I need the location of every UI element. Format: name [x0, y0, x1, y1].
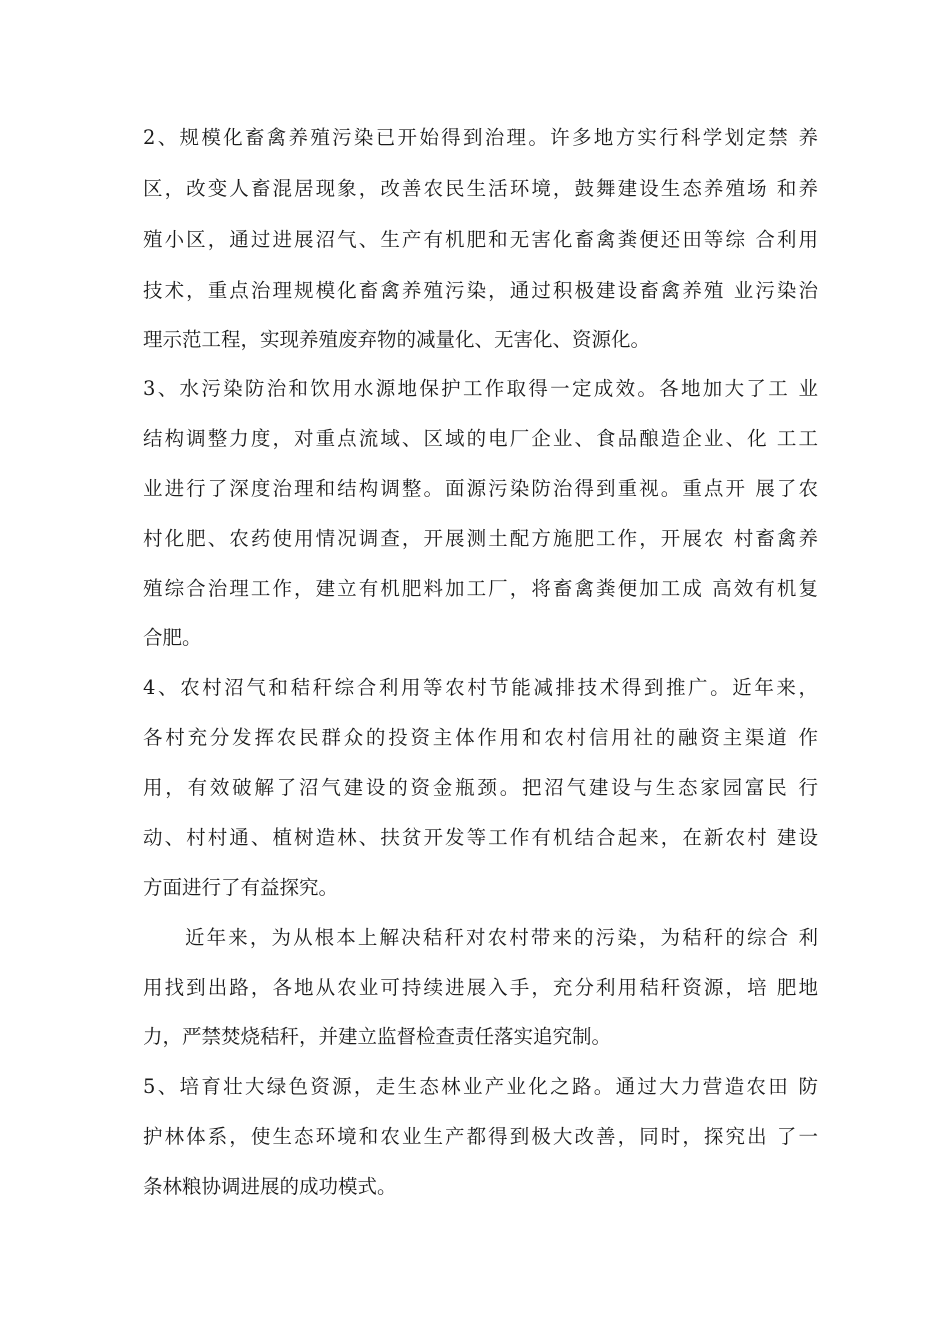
paragraph-4-line-3: 力，严禁焚烧秸秆，并建立监督检查责任落实追究制。 [143, 1025, 612, 1048]
paragraph-4-line-2: 用找到出路，各地从农业可持续进展入手，充分利用秸秆资源，培 肥地 [143, 976, 818, 999]
paragraph-5-line-1: 5、培育壮大绿色资源，走生态林业产业化之路。通过大力营造农田 防 [143, 1075, 818, 1098]
paragraph-3-line-5: 方面进行了有益探究。 [143, 876, 339, 899]
paragraph-3-line-2: 各村充分发挥农民群众的投资主体作用和农村信用社的融资主渠道 作 [143, 726, 818, 749]
paragraph-2-line-3: 业进行了深度治理和结构调整。面源污染防治得到重视。重点开 展了农 [143, 477, 818, 500]
paragraph-5-line-3: 条林粮协调进展的成功模式。 [143, 1175, 397, 1198]
paragraph-2-line-5: 殖综合治理工作，建立有机肥料加工厂，将畜禽粪便加工成 高效有机复 [143, 577, 818, 600]
paragraph-5-line-2: 护林体系，使生态环境和农业生产都得到极大改善，同时，探究出 了一 [143, 1125, 818, 1148]
paragraph-1-line-5: 理示范工程，实现养殖废弃物的减量化、无害化、资源化。 [143, 328, 651, 351]
paragraph-2-line-1: 3、水污染防治和饮用水源地保护工作取得一定成效。各地加大了工 业 [143, 377, 818, 400]
paragraph-1-line-1: 2、规模化畜禽养殖污染已开始得到治理。许多地方实行科学划定禁 养 [143, 126, 818, 149]
paragraph-2-line-2: 结构调整力度，对重点流域、区域的电厂企业、食品酿造企业、化 工工 [143, 427, 818, 450]
paragraph-3-line-1: 4、农村沼气和秸秆综合利用等农村节能减排技术得到推广。近年来， [143, 676, 818, 699]
paragraph-4-line-1: 近年来，为从根本上解决秸秆对农村带来的污染，为秸秆的综合 利 [185, 926, 818, 949]
paragraph-2-line-6: 合肥。 [143, 626, 202, 649]
paragraph-1-line-4: 技术，重点治理规模化畜禽养殖污染，通过积极建设畜禽养殖 业污染治 [143, 279, 818, 302]
paragraph-1-line-3: 殖小区，通过进展沼气、生产有机肥和无害化畜禽粪便还田等综 合利用 [143, 228, 818, 251]
paragraph-2-line-4: 村化肥、农药使用情况调查，开展测土配方施肥工作，开展农 村畜禽养 [143, 527, 818, 550]
paragraph-1-line-2: 区，改变人畜混居现象，改善农民生活环境，鼓舞建设生态养殖场 和养 [143, 177, 818, 200]
paragraph-3-line-3: 用，有效破解了沼气建设的资金瓶颈。把沼气建设与生态家园富民 行 [143, 776, 818, 799]
paragraph-3-line-4: 动、村村通、植树造林、扶贫开发等工作有机结合起来，在新农村 建设 [143, 826, 818, 849]
